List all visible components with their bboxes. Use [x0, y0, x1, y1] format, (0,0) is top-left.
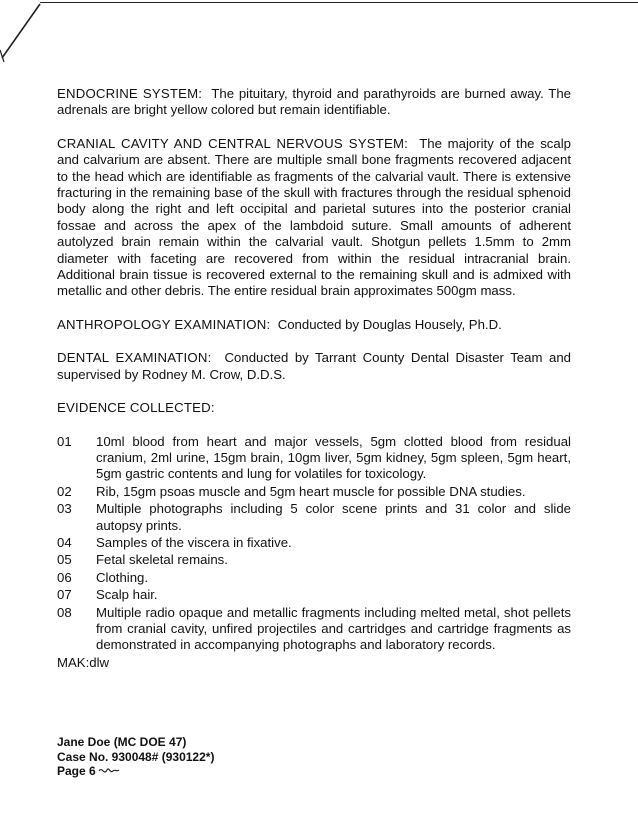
corner-fold-mark: [0, 0, 60, 70]
page-footer: [57, 735, 214, 779]
evidence-number: 05: [57, 552, 72, 568]
handwritten-initial-mark: [98, 765, 120, 777]
anthropology-text: Conducted by Douglas Housely, Ph.D.: [277, 316, 502, 332]
evidence-number: 01: [57, 433, 72, 449]
endocrine-section: [57, 86, 571, 119]
evidence-item: [57, 552, 571, 568]
anthropology-heading: ANTHROPOLOGY EXAMINATION:: [57, 316, 271, 332]
evidence-text: Samples of the viscera in fixative.: [96, 534, 292, 550]
evidence-heading: EVIDENCE COLLECTED:: [57, 400, 215, 416]
evidence-item: [57, 570, 571, 586]
footer-case-name: Jane Doe (MC DOE 47): [57, 735, 187, 749]
endocrine-heading: ENDOCRINE SYSTEM:: [57, 86, 203, 101]
evidence-text: Scalp hair.: [96, 587, 158, 603]
evidence-item: [57, 535, 571, 551]
evidence-text: Multiple photographs including 5 color scene prints and 31 color and slide autopsy prints.: [96, 501, 571, 533]
evidence-item: [57, 501, 571, 534]
evidence-text: Rib, 15gm psoas muscle and 5gm heart muscle for possible DNA studies.: [96, 483, 526, 499]
evidence-text: Clothing.: [96, 569, 149, 585]
anthropology-section: [57, 317, 571, 333]
evidence-number: 08: [57, 604, 72, 620]
footer-page-line: [57, 764, 214, 779]
evidence-text: 10ml blood from heart and major vessels, 5gm clotted blood from residual cranium, 2ml urine, 15gm brain, 10gm liver, 5gm kidney, 5gm spleen, 5gm heart, 5gm gastric contents and lung for volatiles for toxicology.: [96, 433, 571, 482]
evidence-number: 03: [57, 501, 72, 517]
page-number: Page 6: [57, 764, 96, 778]
endocrine-text: The pituitary, thyroid and parathyroids are burned away. The adrenals are bright yellow colored but remain identifiable.: [57, 86, 571, 118]
evidence-number: 04: [57, 534, 72, 550]
evidence-item: [57, 605, 571, 654]
evidence-number: 07: [57, 587, 72, 603]
dental-text: Conducted by Tarrant County Dental Disaster Team and supervised by Rodney M. Crow, D.D.S.: [57, 350, 571, 382]
cranial-section: [57, 136, 571, 300]
top-border-line: [40, 2, 638, 3]
evidence-list: [57, 434, 571, 654]
evidence-item: [57, 434, 571, 483]
dental-heading: DENTAL EXAMINATION:: [57, 350, 212, 366]
dental-section: [57, 350, 571, 383]
typist-initials: MAK:dlw: [57, 654, 110, 670]
evidence-item: [57, 587, 571, 603]
evidence-number: 06: [57, 569, 72, 585]
cranial-heading: CRANIAL CAVITY AND CENTRAL NERVOUS SYSTEM:: [57, 135, 409, 151]
footer-case-number: Case No. 930048# (930122*): [57, 749, 215, 764]
evidence-item: [57, 484, 571, 500]
evidence-number: 02: [57, 483, 72, 499]
cranial-text: The majority of the scalp and calvarium are absent. There are multiple small bone fragments recovered adjacent to the head which are identifiable as fragments of the calvarial vault. There is extensive fracturing in the remaining base of the skull with fractures through the residual sphenoid body along the right and left occipital and parietal sutures into the posterior cranial fossae and across the apex of the lambdoid suture. Small amounts of adherent autolyzed brain remain within the calvarial vault. Shotgun pellets 1.5mm to 2mm diameter with faceting are recovered from within the residual intracranial brain. Additional brain tissue is recovered external to the remaining skull and is admixed with metallic and other debris. The entire residual brain approximates 500gm mass.: [57, 135, 571, 299]
evidence-text: Fetal skeletal remains.: [96, 552, 228, 568]
report-body: [57, 86, 571, 671]
evidence-text: Multiple radio opaque and metallic fragments including melted metal, shot pellets from cranial cavity, unfired projectiles and cartridges and cartridge fragments as demonstrated in accompanying photographs and laboratory records.: [96, 604, 571, 653]
